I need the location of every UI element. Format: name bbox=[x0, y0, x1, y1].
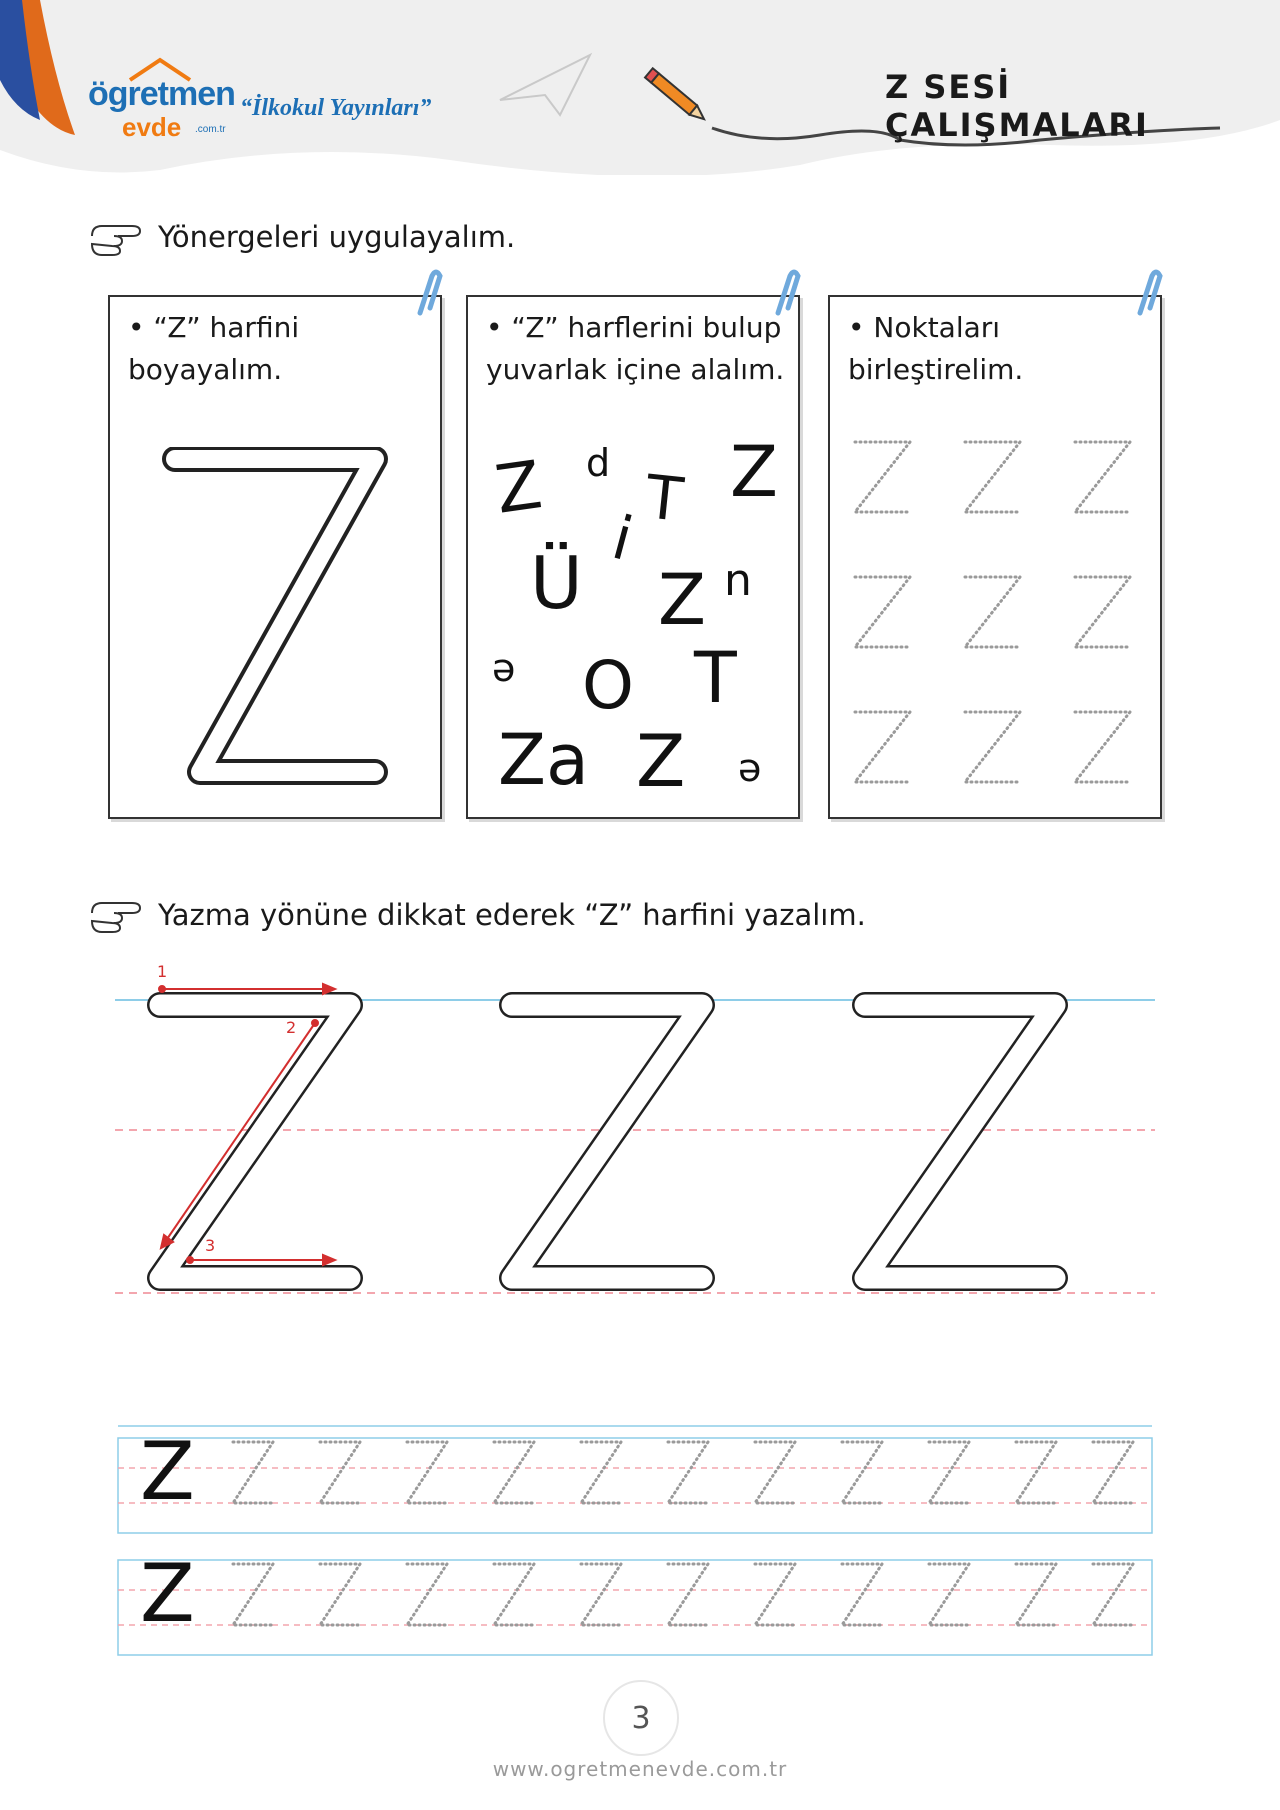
scatter-letter[interactable]: Z bbox=[490, 446, 547, 529]
page-title: Z SESİ ÇALIŞMALARI bbox=[885, 68, 1149, 144]
paper-clip-icon bbox=[768, 268, 802, 318]
publisher-name: “İlkokul Yayınları” bbox=[240, 95, 432, 121]
scatter-letter[interactable]: T bbox=[694, 637, 737, 719]
pointing-hand-icon bbox=[88, 218, 148, 258]
step-number-3: 3 bbox=[205, 1236, 216, 1255]
dotted-z-grid[interactable] bbox=[850, 437, 1145, 797]
brand-logo-domain: .com.tr bbox=[195, 124, 226, 135]
scatter-letter[interactable]: ə bbox=[492, 646, 516, 690]
card-find-z bbox=[466, 295, 800, 819]
scatter-letter[interactable]: Za bbox=[498, 719, 589, 801]
scatter-letter[interactable]: i bbox=[605, 503, 640, 575]
practice-rows[interactable] bbox=[115, 1418, 1155, 1668]
card-color-z bbox=[108, 295, 442, 819]
scatter-letter[interactable]: n bbox=[724, 555, 752, 606]
instruction-1: Yönergeleri uygulayalım. bbox=[158, 220, 516, 254]
step-number-1: 1 bbox=[157, 962, 168, 981]
scatter-letter[interactable]: Z bbox=[636, 719, 686, 803]
card-connect-dots-text: • Noktaları birleştirelim. bbox=[848, 311, 1024, 386]
practice-model-letter: Z bbox=[140, 1425, 195, 1518]
step-number-2: 2 bbox=[286, 1018, 297, 1037]
page-number-text: 3 bbox=[631, 1700, 651, 1736]
card-color-z-text: • “Z” harfini boyayalım. bbox=[128, 311, 300, 386]
scatter-letter[interactable]: Z bbox=[658, 559, 706, 641]
brand-logo-subtext: evde bbox=[122, 112, 182, 142]
scatter-letter[interactable]: T bbox=[642, 462, 687, 536]
instruction-2: Yazma yönüne dikkat ederek “Z” harfini yazalım. bbox=[158, 898, 866, 932]
scatter-letter[interactable]: Z bbox=[730, 431, 778, 513]
footer-url[interactable]: www.ogretmenevde.com.tr bbox=[492, 1757, 788, 1781]
paper-clip-icon bbox=[410, 268, 444, 318]
pointing-hand-icon bbox=[88, 895, 148, 935]
scatter-letter[interactable]: O bbox=[582, 647, 634, 724]
scatter-letter[interactable]: p bbox=[586, 446, 611, 490]
scatter-letter[interactable]: Ü bbox=[530, 541, 583, 625]
tracing-area[interactable] bbox=[115, 955, 1155, 1315]
card-find-z-text: • “Z” harflerini bulup yuvarlak içine alalım. bbox=[486, 311, 785, 386]
card-connect-dots bbox=[828, 295, 1162, 819]
page-number bbox=[603, 1680, 679, 1756]
outline-z-letter bbox=[160, 447, 390, 792]
practice-model-letter: Z bbox=[140, 1547, 195, 1640]
brand-logo-text: ögretmen bbox=[88, 75, 235, 113]
paper-clip-icon bbox=[1130, 268, 1164, 318]
scatter-letter[interactable]: ə bbox=[738, 746, 762, 790]
